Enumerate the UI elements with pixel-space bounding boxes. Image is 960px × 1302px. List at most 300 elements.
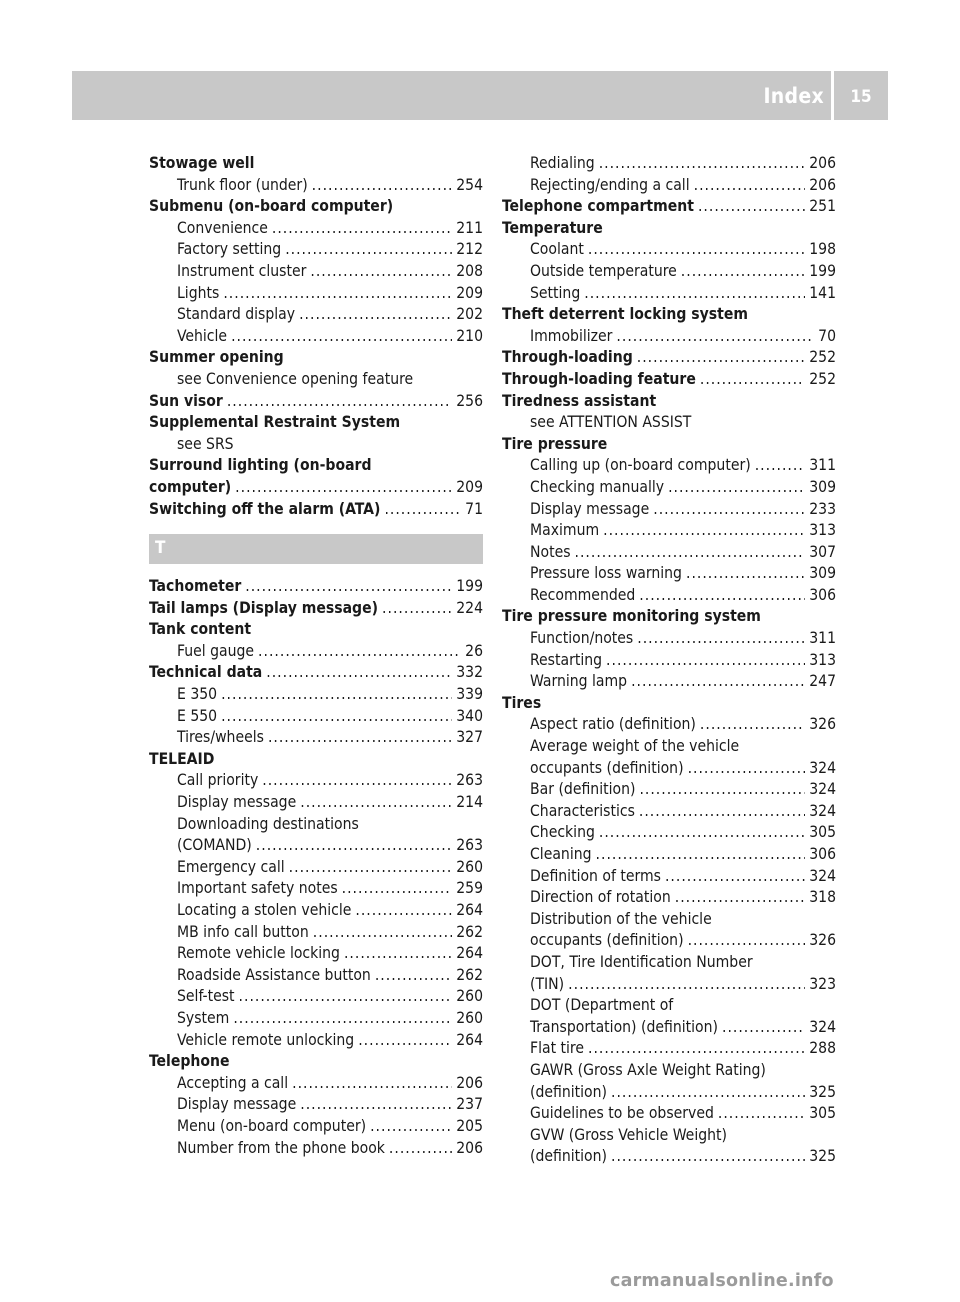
page-reference: 339	[456, 685, 483, 704]
index-entry	[502, 391, 836, 413]
index-subentry	[149, 727, 483, 749]
entry-text: Vehicle	[177, 326, 228, 345]
index-subentry	[502, 736, 836, 758]
index-subentry	[149, 706, 483, 728]
index-subentry	[149, 434, 483, 456]
dot-leader	[603, 520, 805, 542]
entry-text: Surround lighting (on-board	[149, 456, 372, 475]
entry-text: Emergency call	[177, 857, 285, 876]
entry-text: see Convenience opening feature	[177, 369, 414, 388]
entry-text: Transportation) (definition)	[530, 1017, 718, 1036]
index-subentry	[502, 1125, 836, 1147]
entry-text: Cleaning	[530, 845, 592, 863]
entry-text: Maximum	[530, 521, 600, 540]
page-reference: 252	[809, 369, 836, 388]
dot-leader	[389, 1138, 452, 1160]
entry-text: Locating a stolen vehicle	[177, 901, 352, 919]
entry-text: Stowage well	[149, 154, 255, 172]
entry-text: Theft deterrent locking system	[502, 305, 748, 324]
dot-leader	[300, 792, 452, 814]
entry-text: Average weight of the vehicle	[530, 737, 740, 756]
dot-leader	[382, 598, 452, 620]
index-entry	[149, 619, 483, 641]
letter-section-band	[149, 534, 483, 564]
page-reference: 199	[456, 577, 483, 596]
page-reference: 262	[456, 922, 483, 941]
index-entry	[149, 1051, 483, 1073]
index-subentry	[149, 835, 483, 857]
entry-text: MB info call button	[177, 922, 309, 941]
page-reference: 264	[456, 1030, 483, 1049]
entry-text: Warning lamp	[530, 672, 628, 691]
page-reference: 26	[465, 641, 483, 660]
index-entry	[149, 662, 483, 684]
entry-text: occupants (definition)	[530, 931, 684, 950]
dot-leader	[639, 779, 805, 801]
page-reference: 324	[809, 801, 836, 820]
index-subentry	[502, 628, 836, 650]
dot-leader	[313, 922, 452, 944]
index-subentry	[502, 995, 836, 1017]
entry-text: Call priority	[177, 771, 259, 790]
entry-text: Self-test	[177, 987, 235, 1006]
page-reference: 332	[456, 663, 483, 682]
dot-leader	[358, 1030, 452, 1052]
index-subentry	[502, 542, 836, 564]
page-reference: 305	[809, 823, 836, 842]
dot-leader	[310, 261, 452, 283]
entry-text: Bar (definition)	[530, 780, 636, 799]
index-subentry	[502, 585, 836, 607]
entry-text: Tiredness assistant	[502, 391, 657, 410]
page-reference: 252	[809, 348, 836, 367]
page-reference: 211	[456, 218, 483, 237]
entry-text: Direction of rotation	[530, 888, 671, 907]
dot-leader	[375, 965, 452, 987]
index-subentry	[502, 930, 836, 952]
index-subentry	[502, 801, 836, 823]
page-reference: 260	[456, 1008, 483, 1027]
watermark: carmanualsonline.info	[610, 1271, 834, 1291]
index-subentry	[502, 153, 836, 175]
dot-leader	[285, 239, 452, 261]
dot-leader	[231, 326, 452, 348]
entry-text: Setting	[530, 283, 581, 302]
entry-text: Trunk floor (under)	[177, 175, 308, 194]
section-title: Index	[763, 84, 824, 108]
page-reference: 254	[456, 175, 483, 194]
dot-leader	[245, 576, 452, 598]
index-column-left	[149, 153, 483, 1159]
page-reference: 325	[809, 1082, 836, 1101]
page-reference: 262	[456, 965, 483, 984]
dot-leader	[653, 499, 805, 521]
entry-text: E 350	[177, 685, 218, 704]
index-entry	[149, 412, 483, 434]
index-entry	[502, 606, 836, 628]
dot-leader	[668, 477, 805, 499]
index-subentry	[149, 792, 483, 814]
dot-leader	[223, 283, 452, 305]
entry-text: Supplemental Restraint System	[149, 413, 401, 432]
dot-leader	[221, 706, 452, 728]
page-reference: 309	[809, 564, 836, 583]
page-reference: 313	[809, 521, 836, 540]
dot-leader	[665, 866, 805, 888]
dot-leader	[370, 1116, 452, 1138]
dot-leader	[675, 887, 805, 909]
index-subentry	[149, 641, 483, 663]
index-subentry	[502, 1103, 836, 1125]
dot-leader	[344, 943, 452, 965]
dot-leader	[755, 455, 806, 477]
dot-leader	[616, 326, 814, 348]
index-subentry	[502, 499, 836, 521]
index-subentry	[149, 326, 483, 348]
dot-leader	[312, 175, 453, 197]
dot-leader	[300, 1094, 452, 1116]
dot-leader	[596, 844, 806, 866]
index-subentry	[149, 283, 483, 305]
entry-text: Telephone	[149, 1052, 230, 1071]
dot-leader	[289, 857, 453, 879]
index-subentry	[149, 304, 483, 326]
index-subentry	[502, 822, 836, 844]
dot-leader	[268, 727, 452, 749]
entry-text: (definition)	[530, 1082, 607, 1101]
entry-text: Function/notes	[530, 629, 634, 648]
page-reference: 198	[809, 240, 836, 259]
page-reference: 206	[809, 175, 836, 194]
page-reference: 206	[456, 1138, 483, 1157]
index-entry	[149, 196, 483, 218]
entry-text: Coolant	[530, 240, 584, 259]
index-subentry	[149, 900, 483, 922]
page-reference: 307	[809, 542, 836, 561]
dot-leader	[639, 801, 805, 823]
entry-text: Factory setting	[177, 240, 282, 259]
section-letter: T	[155, 538, 166, 559]
page-reference: 264	[456, 944, 483, 963]
page-reference: 237	[456, 1095, 483, 1114]
index-subentry	[502, 909, 836, 931]
entry-text: Characteristics	[530, 801, 635, 820]
index-subentry	[149, 922, 483, 944]
entry-text: (definition)	[530, 1147, 607, 1166]
dot-leader	[568, 974, 805, 996]
page-reference: 209	[456, 477, 483, 496]
dot-leader	[639, 585, 805, 607]
page-number: 15	[850, 87, 872, 107]
entry-text: Outside temperature	[530, 261, 677, 280]
index-subentry	[149, 814, 483, 836]
index-subentry	[502, 412, 836, 434]
entry-text: Roadside Assistance button	[177, 965, 371, 984]
dot-leader	[221, 684, 452, 706]
entry-text: Flat tire	[530, 1039, 584, 1058]
entry-text: Rejecting/ending a call	[530, 175, 690, 194]
entry-text: GAWR (Gross Axle Weight Rating)	[530, 1060, 766, 1079]
index-subentry	[149, 1073, 483, 1095]
page-reference: 251	[809, 197, 836, 216]
dot-leader	[722, 1017, 805, 1039]
dot-leader	[599, 153, 806, 175]
entry-text: Display message	[530, 499, 650, 518]
page-reference: 256	[456, 391, 483, 410]
dot-leader	[606, 650, 805, 672]
page-reference: 247	[809, 672, 836, 691]
index-subentry	[149, 218, 483, 240]
entry-text: Accepting a call	[177, 1073, 289, 1092]
page-reference: 214	[456, 793, 483, 812]
index-subentry	[149, 1030, 483, 1052]
index-entry	[149, 153, 483, 175]
index-subentry	[502, 326, 836, 348]
page-reference: 212	[456, 240, 483, 259]
entry-text: Number from the phone book	[177, 1138, 385, 1157]
entry-text: DOT, Tire Identification Number	[530, 952, 753, 971]
page-reference: 309	[809, 477, 836, 496]
dot-leader	[700, 714, 805, 736]
dot-leader	[588, 239, 805, 261]
entry-text: Temperature	[502, 218, 603, 237]
dot-leader	[637, 347, 805, 369]
index-subentry	[502, 1017, 836, 1039]
index-subentry	[149, 943, 483, 965]
dot-leader	[266, 662, 452, 684]
index-subentry	[149, 965, 483, 987]
index-subentry	[149, 369, 483, 391]
index-subentry	[502, 1146, 836, 1168]
index-subentry	[149, 175, 483, 197]
entry-text: Display message	[177, 1095, 297, 1114]
dot-leader	[698, 196, 805, 218]
entry-text: Guidelines to be observed	[530, 1104, 714, 1123]
index-subentry	[502, 650, 836, 672]
entry-text: Standard display	[177, 305, 296, 324]
index-entry	[502, 304, 836, 326]
index-entry	[149, 499, 483, 521]
page-reference: 263	[456, 836, 483, 855]
entry-text: Restarting	[530, 650, 603, 669]
entry-text: (COMAND)	[177, 836, 252, 855]
page-reference: 305	[809, 1104, 836, 1123]
page-reference: 206	[456, 1073, 483, 1092]
index-entry	[149, 477, 483, 499]
entry-text: Technical data	[149, 663, 263, 682]
index-subentry	[502, 844, 836, 866]
dot-leader	[384, 499, 461, 521]
dot-leader	[688, 758, 806, 780]
index-subentry	[502, 563, 836, 585]
entry-text: Pressure loss warning	[530, 564, 682, 583]
entry-text: Tire pressure monitoring system	[502, 607, 761, 626]
dot-leader	[292, 1073, 452, 1095]
page-reference: 340	[456, 706, 483, 725]
page-reference: 324	[809, 1017, 836, 1036]
dot-leader	[258, 641, 461, 663]
page-header	[72, 71, 888, 120]
entry-text: Tank content	[149, 620, 252, 639]
index-subentry	[149, 878, 483, 900]
entry-text: Calling up (on-board computer)	[530, 456, 751, 475]
page-reference: 324	[809, 780, 836, 799]
entry-text: Fuel gauge	[177, 641, 255, 660]
index-subentry	[502, 283, 836, 305]
index-subentry	[149, 986, 483, 1008]
index-subentry	[149, 857, 483, 879]
page-reference: 224	[456, 598, 483, 617]
entry-text: Downloading destinations	[177, 814, 359, 833]
dot-leader	[233, 1008, 452, 1030]
index-subentry	[502, 974, 836, 996]
entry-text: Summer opening	[149, 348, 284, 367]
entry-text: Checking manually	[530, 477, 665, 496]
dot-leader	[272, 218, 452, 240]
entry-text: Tachometer	[149, 577, 242, 596]
entry-text: DOT (Department of	[530, 996, 674, 1015]
page-reference: 259	[456, 879, 483, 898]
index-subentry	[502, 952, 836, 974]
index-subentry	[502, 1038, 836, 1060]
entry-text: System	[177, 1008, 230, 1027]
dot-leader	[299, 304, 452, 326]
entry-text: Menu (on-board computer)	[177, 1116, 367, 1135]
page-reference: 325	[809, 1147, 836, 1166]
entry-text: see SRS	[177, 434, 234, 453]
page-reference: 199	[809, 261, 836, 280]
index-subentry	[149, 1008, 483, 1030]
page-reference: 70	[818, 326, 836, 345]
page-reference: 260	[456, 857, 483, 876]
dot-leader	[262, 770, 452, 792]
page-reference: 327	[456, 728, 483, 747]
page-reference: 326	[809, 715, 836, 734]
index-subentry	[149, 684, 483, 706]
index-subentry	[502, 261, 836, 283]
dot-leader	[611, 1146, 805, 1168]
entry-text: Lights	[177, 283, 220, 302]
entry-text: Submenu (on-board computer)	[149, 197, 394, 216]
index-entry	[149, 391, 483, 413]
index-entry	[502, 347, 836, 369]
index-subentry	[502, 779, 836, 801]
page-reference: 324	[809, 866, 836, 885]
index-subentry	[502, 1082, 836, 1104]
page-reference: 326	[809, 931, 836, 950]
entry-text: Instrument cluster	[177, 261, 307, 280]
index-subentry	[502, 239, 836, 261]
entry-text: Definition of terms	[530, 866, 661, 885]
entry-text: Tires	[502, 693, 542, 712]
entry-text: computer)	[149, 477, 232, 496]
entry-text: (TIN)	[530, 974, 565, 993]
page-reference: 311	[809, 456, 836, 475]
index-subentry	[502, 520, 836, 542]
dot-leader	[599, 822, 805, 844]
page-reference: 210	[456, 326, 483, 345]
page-reference: 209	[456, 283, 483, 302]
page-reference: 206	[809, 154, 836, 172]
entry-text: Display message	[177, 793, 297, 812]
page-reference: 311	[809, 629, 836, 648]
page-reference: 263	[456, 771, 483, 790]
entry-text: Checking	[530, 823, 595, 842]
entry-text: Tires/wheels	[177, 728, 264, 747]
dot-leader	[235, 477, 452, 499]
index-subentry	[149, 1094, 483, 1116]
entry-text: Through-loading feature	[502, 369, 696, 388]
index-entry	[502, 196, 836, 218]
index-entry	[149, 576, 483, 598]
entry-text: Notes	[530, 542, 571, 561]
dot-leader	[584, 283, 805, 305]
entry-text: Sun visor	[149, 391, 223, 410]
page-reference: 208	[456, 261, 483, 280]
page-reference: 141	[809, 283, 836, 302]
index-entry	[149, 598, 483, 620]
index-entry	[149, 749, 483, 771]
entry-text: Aspect ratio (definition)	[530, 715, 696, 734]
page-reference: 306	[809, 585, 836, 604]
index-subentry	[502, 671, 836, 693]
entry-text: Remote vehicle locking	[177, 944, 340, 963]
page-reference: 324	[809, 758, 836, 777]
entry-text: Distribution of the vehicle	[530, 909, 712, 928]
entry-text: Switching off the alarm (ATA)	[149, 499, 381, 518]
index-entry	[149, 347, 483, 369]
dot-leader	[239, 986, 453, 1008]
index-subentry	[149, 239, 483, 261]
dot-leader	[718, 1103, 805, 1125]
page-reference: 264	[456, 901, 483, 919]
entry-text: Recommended	[530, 585, 636, 604]
page-reference: 233	[809, 499, 836, 518]
dot-leader	[637, 628, 805, 650]
dot-leader	[631, 671, 805, 693]
index-subentry	[502, 866, 836, 888]
index-column-right	[502, 153, 836, 1168]
entry-text: Tire pressure	[502, 434, 608, 453]
dot-leader	[700, 369, 805, 391]
entry-text: GVW (Gross Vehicle Weight)	[530, 1125, 727, 1144]
page-reference: 306	[809, 845, 836, 863]
page-reference: 288	[809, 1039, 836, 1058]
page-reference: 313	[809, 650, 836, 669]
entry-text: Redialing	[530, 154, 595, 172]
page-reference: 323	[809, 974, 836, 993]
index-subentry	[502, 887, 836, 909]
entry-text: E 550	[177, 706, 218, 725]
dot-leader	[227, 391, 452, 413]
page-reference: 205	[456, 1116, 483, 1135]
dot-leader	[342, 878, 453, 900]
entry-text: Vehicle remote unlocking	[177, 1030, 355, 1049]
entry-text: see ATTENTION ASSIST	[530, 413, 692, 432]
index-subentry	[149, 1116, 483, 1138]
index-subentry	[502, 1060, 836, 1082]
index-subentry	[502, 714, 836, 736]
dot-leader	[688, 930, 806, 952]
index-subentry	[149, 770, 483, 792]
index-subentry	[149, 1138, 483, 1160]
entry-text: Convenience	[177, 218, 268, 237]
index-entry	[502, 369, 836, 391]
entry-text: Tail lamps (Display message)	[149, 598, 379, 617]
dot-leader	[694, 175, 806, 197]
entry-text: TELEAID	[149, 749, 215, 768]
dot-leader	[575, 542, 806, 564]
